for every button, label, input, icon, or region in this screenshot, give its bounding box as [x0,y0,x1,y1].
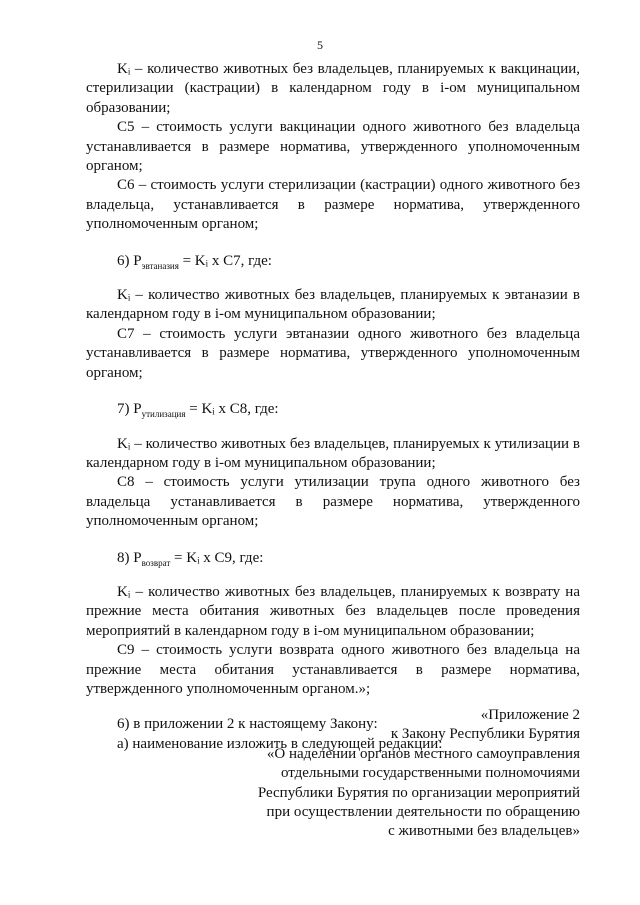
appendix-line: Республики Бурятия по организации мероприятий [257,784,580,801]
paragraph-c7: C7 – стоимость услуги эвтаназии одного животного без владельца устанавливается в размере норматива, утвержденного уполномоченным органом; [86,325,580,381]
paragraph-ki-disposal: Kᵢ – количество животных без владельцев, планируемых к утилизации в календарном году в i-ом муниципальном образовании; [86,435,580,471]
appendix-line: при осуществлении деятельности по обращению [266,804,580,821]
appendix-line: «Приложение 2 [480,707,580,723]
document-body [86,60,580,754]
paragraph-c6: C6 – стоимость услуги стерилизации (кастрации) одного животного без владельца, устанавливается в размере норматива, утвержденного уполномоченным органом; [86,177,580,233]
formula-8: 8) $P_{возврат}$ = Kᵢ x C9, где: [117,549,264,568]
formula-7: 7) $P_{утилизация}$ = Kᵢ x C8, где: [117,401,279,420]
appendix-line: отдельными государственными полномочиями [280,765,580,782]
paragraph-ki-euthanasia: Kᵢ – количество животных без владельцев, планируемых к эвтаназии в календарном году в i-ом муниципальном образовании; [86,287,580,323]
page-number: 5 [317,38,323,52]
formula-6: 6) $P_{эвтаназия}$ = Kᵢ x C7, где: [117,252,272,271]
paragraph-c9: C9 – стоимость услуги возврата одного животного без владельца на прежние места обитания устанавливается в размере норматива, утвержденного уполномоченным органом.»; [86,642,580,697]
appendix-line: «О наделении органов местного самоуправления [266,745,580,762]
paragraph-amendment: 6) в приложении 2 к настоящему Закону: [117,716,378,733]
appendix-line: к Закону Республики Бурятия [390,726,580,743]
appendix-heading [220,706,580,842]
paragraph-ki-return: Kᵢ – количество животных без владельцев, планируемых к возврату на прежние места обитания животных без владельцев после проведения мероприятий в календарном году в i-ом муниципальном образовании; [86,583,580,639]
appendix-line: с животными без владельцев» [388,823,580,840]
paragraph-c5: C5 – стоимость услуги вакцинации одного животного без владельца устанавливается в размере норматива, утвержденного уполномоченным органом; [86,119,580,175]
paragraph-ki-vaccination: Kᵢ – количество животных без владельцев, планируемых к вакцинации, стерилизации (кастрации) в календарном году в i-ом муниципальном образовании; [86,61,580,116]
paragraph-amendment-a: а) наименование изложить в следующей редакции: [117,735,443,752]
paragraph-c8: C8 – стоимость услуги утилизации трупа одного животного без владельца устанавливается в размере норматива, утвержденного уполномоченным органом; [86,474,580,530]
